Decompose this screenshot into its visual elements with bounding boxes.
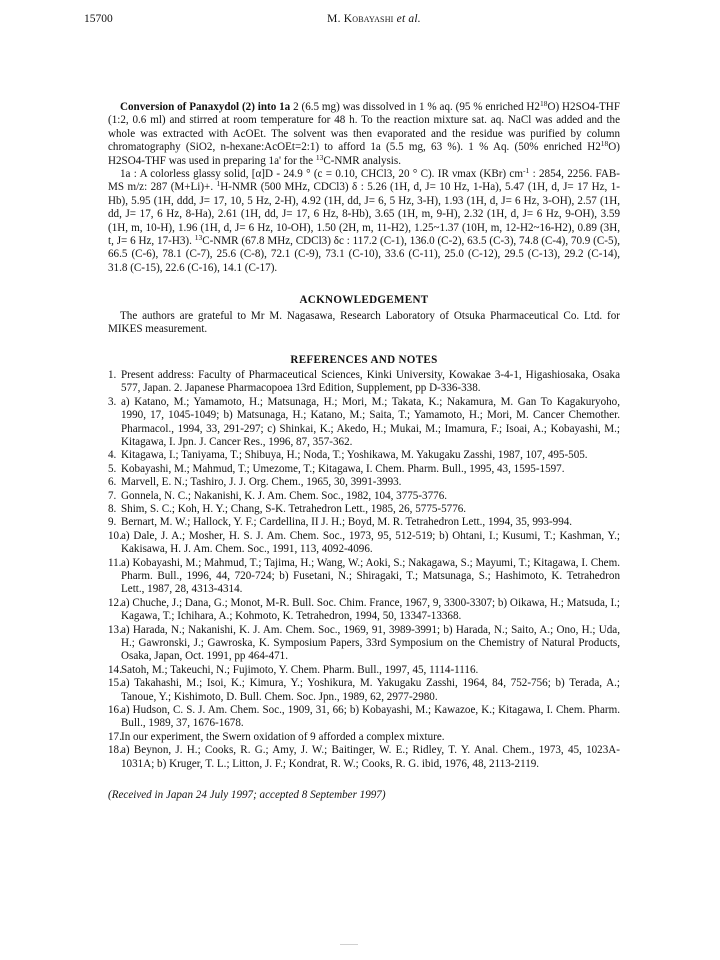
data-text-1: 1a : A colorless glassy solid, [α]D - 24.9 ° (c = 0.10, CHCl3, 20 ° C). IR νmax (KBr) cm	[120, 168, 523, 181]
reference-item	[108, 396, 620, 450]
reference-item	[108, 503, 620, 516]
reference-number: 9.	[108, 516, 117, 529]
reference-number: 15.	[108, 677, 122, 690]
reference-number: 7.	[108, 489, 117, 502]
data-text-2: : 2854, 2256. FAB-MS m/z: 287 (M+Li)+.	[108, 168, 620, 194]
reference-item	[108, 490, 620, 503]
reference-number: 14.	[108, 663, 122, 676]
conversion-paragraph	[108, 101, 620, 168]
reference-text: Bernart, M. W.; Hallock, Y. F.; Cardellina, II J. H.; Boyd, M. R. Tetrahedron Lett., 1994, 35, 993-994.	[121, 516, 573, 529]
isotope-sup-18: 18	[539, 99, 548, 108]
conversion-text-d: C-NMR analysis.	[323, 154, 401, 167]
reference-number: 4.	[108, 449, 117, 462]
reference-text: Kitagawa, I.; Taniyama, T.; Shibuya, H.; Noda, T.; Yoshikawa, M. Yakugaku Zasshi, 1987, 107, 495-505.	[121, 449, 588, 462]
isotope-sup-18b: 18	[600, 139, 609, 149]
reference-text: Satoh, M.; Takeuchi, N.; Fujimoto, Y. Chem. Pharm. Bull., 1997, 45, 1114-1116.	[121, 663, 479, 676]
reference-number: 11.	[108, 556, 122, 569]
reference-item	[108, 369, 620, 396]
reference-item	[108, 744, 620, 771]
reference-item	[108, 677, 620, 704]
data-text-4: C-NMR (67.8 MHz, CDCl3) δc : 117.2 (C-1), 136.0 (C-2), 63.5 (C-3), 74.8 (C-4), 70.9 (C-5), 66.5 (C-6), 78.1 (C-7), 25.6 (C-8), 72.1 (C-9), 73.1 (C-10), 33.6 (C-11), 25.0 (C-12), 29.5 (C-13), 29.2 (C-14), 31.8 (C-15), 22.6 (C-16), 14.1 (C-17).	[108, 235, 620, 274]
reference-text: a) Harada, N.; Nakanishi, K. J. Am. Chem. Soc., 1969, 91, 3989-3991; b) Harada, N.; Saito, A.; Ono, H.; Uda, H.; Gawronski, J.; Gawroska, K. Symposium Papers, 33rd Symposium on the Chemistry of Natural Products, Osaka, Japan, Oct. 1991, pp 464-471.	[121, 623, 620, 663]
reference-item	[108, 731, 620, 744]
reference-item	[108, 530, 620, 557]
reference-text: a) Hudson, C. S. J. Am. Chem. Soc., 1909, 31, 66; b) Kobayashi, M.; Kawazoe, K.; Kitagawa, I. Chem. Pharm. Bull., 1989, 37, 1676-1678.	[121, 704, 620, 730]
reference-text: Shim, S. C.; Koh, H. Y.; Chang, S-K. Tetrahedron Lett., 1985, 26, 5775-5776.	[121, 502, 467, 515]
reference-text: a) Kobayashi, M.; Mahmud, T.; Tajima, H.; Wang, W.; Aoki, S.; Nakagawa, S.; Mayumi, T.; Kitagawa, I. Chem. Pharm. Bull., 1996, 44, 720-724; b) Fusetani, N.; Shiragaki, T.; Matsunaga, S.; Hashimoto, K. Tetrahedron Lett., 1987, 28, 4313-4314.	[121, 556, 620, 596]
page-number: 15700	[84, 13, 113, 25]
reference-item	[108, 449, 620, 462]
reference-item	[108, 597, 620, 624]
conversion-text-b: O) H2SO4-THF (1:2, 0.6 ml) and stirred at room temperature for 48 h. To the reaction mixture sat. aq. NaCl was added and the whole was extracted with AcOEt. The solvent was then evaporated and the residue was purified by column chromatography (SiO2, n-hexane:AcOEt=2:1) to afford 1a (5.5 mg, 63 %). 1 % Aq. (50% enriched H2	[108, 101, 620, 154]
page-body	[108, 101, 620, 803]
reference-text: a) Takahashi, M.; Isoi, K.; Kimura, Y.; Yoshikura, M. Yakugaku Zasshi, 1964, 84, 752-756; b) Terada, A.; Tanoue, Y.; Kishimoto, D. Bull. Chem. Soc. Jpn., 1989, 62, 2977-2980.	[121, 677, 620, 703]
running-head-etal: et al.	[396, 13, 421, 25]
reference-item	[108, 624, 620, 664]
reference-item	[108, 516, 620, 529]
footer-rule	[340, 944, 358, 945]
reference-item	[108, 664, 620, 677]
reference-text: a) Dale, J. A.; Mosher, H. S. J. Am. Chem. Soc., 1973, 95, 512-519; b) Ohtani, I.; Kusumi, T.; Kashman, Y.; Kakisawa, H. J. Am. Chem. Soc., 1991, 113, 4092-4096.	[121, 529, 620, 556]
reference-number: 8.	[108, 502, 117, 515]
reference-item	[108, 476, 620, 489]
reference-number: 1.	[108, 368, 117, 381]
reference-text: a) Chuche, J.; Dana, G.; Monot, M-R. Bull. Soc. Chim. France, 1967, 9, 3300-3307; b) Oikawa, H.; Matsuda, I.; Kagawa, T.; Ichihara, A.; Kohmoto, K. Tetrahedron, 1994, 50, 13347-13368.	[121, 596, 620, 623]
data-sup-1: 1	[216, 179, 221, 189]
data-sup-minus1: -1	[523, 166, 530, 176]
reference-number: 3.	[108, 395, 117, 408]
reference-number: 10.	[108, 529, 122, 542]
acknowledgement-text: The authors are grateful to Mr M. Nagasawa, Research Laboratory of Otsuka Pharmaceutical Co. Ltd. for MIKES measurement.	[108, 309, 620, 336]
reference-text: Marvell, E. N.; Tashiro, J. J. Org. Chem., 1965, 30, 3991-3993.	[121, 476, 402, 489]
references-heading: REFERENCES AND NOTES	[290, 353, 438, 366]
isotope-sup-13: 13	[315, 152, 324, 162]
compound-data-paragraph	[108, 168, 620, 275]
reference-text: Present address: Faculty of Pharmaceutical Sciences, Kinki University, Kowakae 3-4-1, Higashiosaka, Osaka 577, Japan. 2. Japanese Pharmacopoea 13rd Edition, Supplement, pp D-336-338.	[121, 368, 620, 395]
conversion-text-c: O) H2SO4-THF was used in preparing 1a' for the	[108, 141, 620, 167]
data-text-3: H-NMR (500 MHz, CDCl3) δ : 5.26 (1H, d, J= 10 Hz, 1-Ha), 5.47 (1H, d, J= 17 Hz, 1-Hb), 5.95 (1H, ddd, J= 17, 10, 5 Hz, 2-H), 4.92 (1H, dd, J= 6, 5 Hz, 3-H), 1.93 (1H, d, J= 6 Hz, 3-OH), 2.57 (1H, dd, J= 17, 6 Hz, 8-Ha), 2.61 (1H, dd, J= 17, 6 Hz, 8-Hb), 3.65 (1H, m, 9-H), 2.32 (1H, d, J= 6 Hz, 9-OH), 3.59 (1H, m, 10-H), 1.96 (1H, d, J= 6 Hz, 10-OH), 1.50 (2H, m, 11-H2), 1.25~1.37 (10H, m, 12-H2~16-H2), 0.89 (3H, t, J= 6 Hz, 17-H3).	[108, 181, 621, 248]
running-head-author: M. Kobayashi	[327, 13, 394, 25]
reference-item	[108, 704, 620, 731]
reference-number: 17.	[108, 730, 122, 743]
references-list	[108, 369, 620, 771]
conversion-title: Conversion of Panaxydol (2) into 1a	[120, 101, 291, 113]
reference-number: 16.	[108, 704, 122, 717]
reference-text: a) Beynon, J. H.; Cooks, R. G.; Amy, J. W.; Baitinger, W. E.; Ridley, T. Y. Anal. Chem., 1973, 45, 1023A-1031A; b) Kruger, T. L.; Litton, J. F.; Kondrat, R. W.; Cooks, R. G. ibid, 1976, 48, 2113-2119.	[121, 744, 620, 770]
acknowledgement-heading: ACKNOWLEDGEMENT	[299, 294, 429, 307]
reference-text: Gonnela, N. C.; Nakanishi, K. J. Am. Chem. Soc., 1982, 104, 3775-3776.	[121, 489, 448, 502]
reference-text: Kobayashi, M.; Mahmud, T.; Umezome, T.; Kitagawa, I. Chem. Pharm. Bull., 1995, 43, 1595-1597.	[121, 462, 565, 475]
conversion-text-a: 2 (6.5 mg) was dissolved in 1 % aq. (95 % enriched H2	[293, 101, 540, 113]
running-head	[84, 13, 664, 26]
page-header	[84, 13, 664, 29]
received-dates: (Received in Japan 24 July 1997; accepted 8 September 1997)	[108, 789, 386, 802]
reference-number: 5.	[108, 462, 117, 475]
reference-number: 6.	[108, 476, 117, 489]
reference-text: a) Katano, M.; Yamamoto, H.; Matsunaga, H.; Mori, M.; Takata, K.; Nakamura, M. Gan To Kagakuryoho, 1990, 17, 1045-1049; b) Matsunaga, H.; Katano, M.; Saita, T.; Yamamoto, H.; Mori, M. Cancer Chemother. Pharmacol., 1994, 33, 291-297; c) Shinkai, K.; Akedo, H.; Mukai, M.; Imamura, F.; Isoai, A.; Kobayashi, M.; Kitagawa, I. Jpn. J. Cancer Res., 1996, 87, 357-362.	[121, 395, 620, 448]
reference-item	[108, 557, 620, 597]
reference-text: In our experiment, the Swern oxidation of 9 afforded a complex mixture.	[121, 730, 445, 743]
reference-number: 13.	[108, 623, 122, 636]
data-sup-13: 13	[194, 233, 203, 243]
reference-number: 12.	[108, 596, 122, 609]
reference-item	[108, 463, 620, 476]
reference-number: 18.	[108, 744, 122, 757]
